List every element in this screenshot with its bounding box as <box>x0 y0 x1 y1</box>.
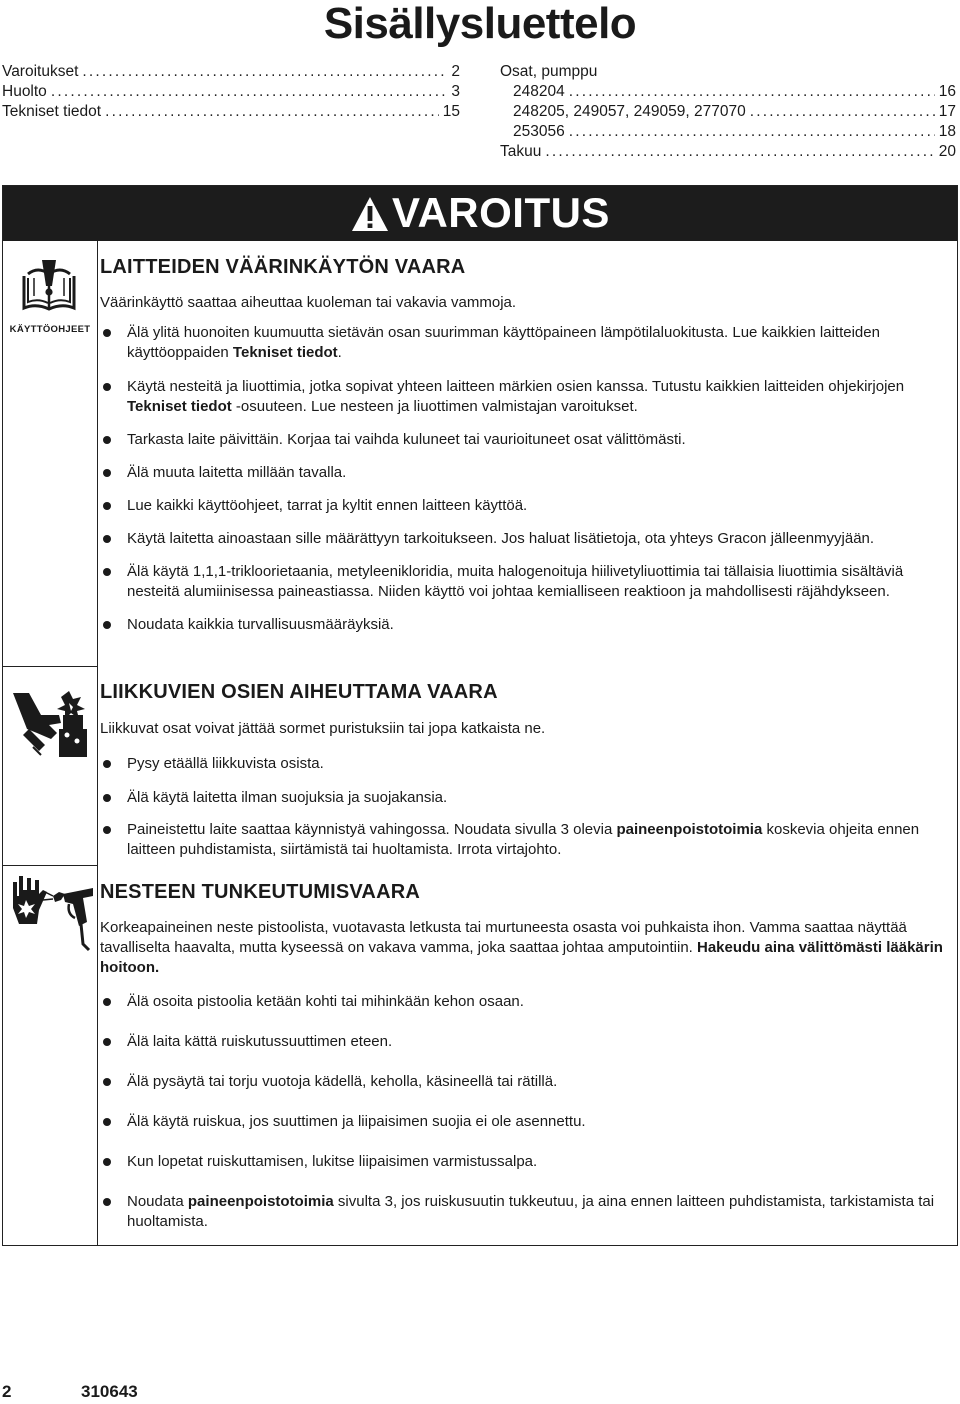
toc-leader <box>750 102 935 122</box>
toc-leader <box>82 62 447 82</box>
icon-cell-manual <box>3 241 98 667</box>
toc-entry-page: 18 <box>938 123 956 140</box>
warning-title: VAROITUS <box>392 189 610 236</box>
toc-entry-label: Takuu <box>500 143 542 160</box>
toc-leader <box>545 142 934 162</box>
read-manual-icon <box>18 256 80 314</box>
section-intro: Liikkuvat osat voivat jättää sormet puristuksiin tai jopa katkaista ne. <box>100 720 546 737</box>
toc-entry[interactable] <box>2 102 460 122</box>
toc-entry-label: Tekniset tiedot <box>2 103 102 120</box>
section-intro: Väärinkäyttö saattaa aiheuttaa kuoleman tai vakavia vammoja. <box>100 294 517 311</box>
toc-entry-label: 248205, 249057, 249059, 277070 <box>513 103 746 120</box>
toc-entry-label: Huolto <box>2 83 47 100</box>
toc-entry-page: 20 <box>938 143 956 160</box>
toc-entry[interactable] <box>2 82 460 102</box>
section-intro: Korkeapaineinen neste pistoolista, vuotavasta letkusta tai murtuneesta osasta voi puhkaista ihon. Vamma saattaa näyttää tavalliselta haavalta, mutta kyseessä on vakava vamma, joka saattaa johtaa amputointiin. Hakeudu aina välittömästi lääkärin hoitoon. <box>100 919 943 976</box>
page-title: Sisällysluettelo <box>323 0 637 48</box>
bullet-item: Älä ylitä huonoiten kuumuutta sietävän osan suurimman käyttöpaineen lämpötilaluokitusta. Lue kaikkien laitteiden käyttöoppaiden Tekniset tiedot. <box>100 323 950 363</box>
toc-leader <box>569 122 935 142</box>
toc-right-column <box>500 62 956 162</box>
bullet-item: Älä käytä 1,1,1-trikloorietaania, metyleenikloridia, muita halogenoituja hiilivetyliuottimia tai tällaisia liuottimia sisältäviä nesteitä alumiinisessa paineastiassa. Niiden käyttö voi johtaa kemialliseen reaktioon ja mahdollisesti räjähdykseen. <box>100 562 950 602</box>
bullet-item: Älä laita kättä ruiskutussuuttimen eteen. <box>100 1032 950 1052</box>
warning-header-bar <box>3 186 957 241</box>
bullet-item: Kun lopetat ruiskuttamisen, lukitse liipaisimen varmistussalpa. <box>100 1152 950 1172</box>
manual-icon-label: KÄYTTÖOHJEET <box>9 324 91 335</box>
toc-leader <box>51 82 448 102</box>
bullet-item: Älä käytä laitetta ilman suojuksia ja suojakansia. <box>100 788 950 808</box>
toc-entry[interactable] <box>500 122 956 142</box>
toc-leader <box>105 102 439 122</box>
bullet-item: Noudata kaikkia turvallisuusmääräyksiä. <box>100 615 950 635</box>
toc-entry-page: 17 <box>938 103 956 120</box>
icon-cell-moving-parts <box>3 667 98 866</box>
section-heading: LAITTEIDEN VÄÄRINKÄYTÖN VAARA <box>100 256 466 278</box>
hazard-section-misuse <box>100 255 950 635</box>
toc-leader <box>569 82 935 102</box>
section-heading: LIIKKUVIEN OSIEN AIHEUTTAMA VAARA <box>100 681 498 703</box>
toc-group-heading: Osat, pumppu <box>500 63 598 80</box>
toc-entry-label: Varoitukset <box>2 63 79 80</box>
footer-doc-number: 310643 <box>81 1382 138 1401</box>
bullet-item: Älä käytä ruiskua, jos suuttimen ja liipaisimen suojia ei ole asennettu. <box>100 1112 950 1132</box>
bullet-item: Pysy etäällä liikkuvista osista. <box>100 754 950 774</box>
toc-entry-page: 15 <box>442 103 460 120</box>
toc-entry-label: 253056 <box>513 123 565 140</box>
bullet-item: Älä muuta laitetta millään tavalla. <box>100 463 950 483</box>
toc-entry[interactable] <box>2 62 460 82</box>
bullet-item: Älä pysäytä tai torju vuotoja kädellä, keholla, käsineellä tai rätillä. <box>100 1072 950 1092</box>
icon-cell-injection <box>3 866 98 1245</box>
toc-entry[interactable] <box>500 142 956 162</box>
section-heading: NESTEEN TUNKEUTUMISVAARA <box>100 881 420 903</box>
toc-entry-page: 3 <box>451 83 460 100</box>
toc-entry[interactable] <box>500 82 956 102</box>
toc-entry-page: 16 <box>938 83 956 100</box>
hazard-section-moving-parts <box>100 680 950 860</box>
moving-parts-hand-icon <box>11 689 91 759</box>
bullet-item: Paineistettu laite saattaa käynnistyä vahingossa. Noudata sivulla 3 olevia paineenpoistotoimia koskevia ohjeita ennen laitteen puhdistamista, siirtämistä tai huoltamista. Irrota virtajohto. <box>100 820 950 860</box>
warning-triangle-icon <box>350 195 390 233</box>
toc-entry-label: 248204 <box>513 83 565 100</box>
bullet-item: Noudata paineenpoistotoimia sivulta 3, jos ruiskusuutin tukkeutuu, ja aina ennen laitteen puhdistamista, tarkistamista tai huoltamista. <box>100 1192 950 1232</box>
bullet-item: Käytä nesteitä ja liuottimia, jotka sopivat yhteen laitteen märkien osien kanssa. Tutustu kaikkien laitteiden ohjekirjojen Tekniset tiedot -osuuteen. Lue nesteen ja liuottimen valmistajan varoitukset. <box>100 377 950 417</box>
bullet-item: Lue kaikki käyttöohjeet, tarrat ja kyltit ennen laitteen käyttöä. <box>100 496 950 516</box>
hazard-section-injection <box>100 880 950 1232</box>
footer-page-number: 2 <box>2 1382 12 1401</box>
toc-left-column <box>2 62 460 122</box>
skin-injection-icon <box>9 874 95 956</box>
toc-entry-page: 2 <box>451 63 460 80</box>
bullet-item: Käytä laitetta ainoastaan sille määrättyyn tarkoitukseen. Jos haluat lisätietoja, ota yhteys Gracon jälleenmyyjään. <box>100 529 950 549</box>
toc-entry[interactable] <box>500 102 956 122</box>
bullet-item: Tarkasta laite päivittäin. Korjaa tai vaihda kuluneet tai vaurioituneet osat välittömästi. <box>100 430 950 450</box>
bullet-item: Älä osoita pistoolia ketään kohti tai mihinkään kehon osaan. <box>100 992 950 1012</box>
